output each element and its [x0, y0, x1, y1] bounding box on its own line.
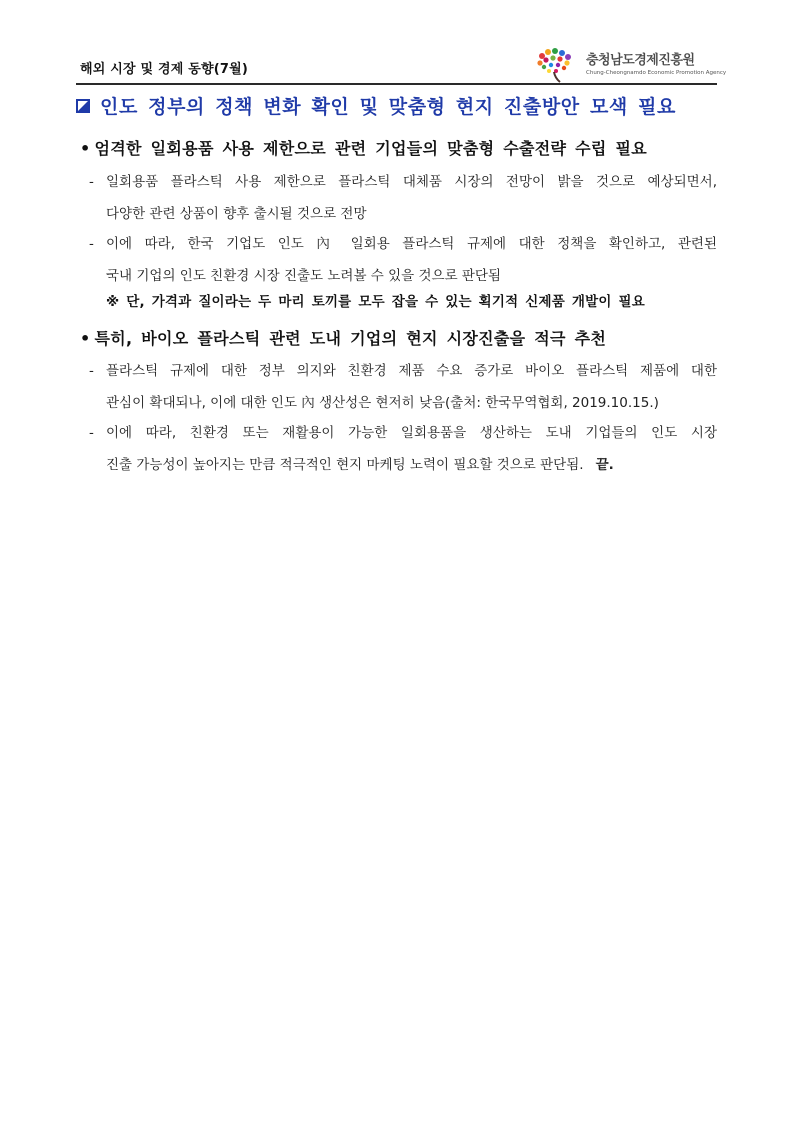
report-series-title: 해외 시장 및 경제 동향(7월) [80, 62, 249, 77]
bullet-icon: • [80, 139, 91, 158]
agency-english-name: Chung-Cheongnamdo Economic Promotion Agency [586, 70, 727, 76]
bullet-icon: • [80, 329, 91, 348]
list-item [89, 228, 717, 292]
section-heading-2 [80, 326, 606, 349]
document-title: 인도 정부의 정책 변화 확인 및 맞춤형 현지 진출방안 모색 필요 [100, 96, 676, 118]
list-item [89, 417, 717, 481]
end-mark: 끝. [595, 457, 614, 473]
section-heading-text: 엄격한 일회용품 사용 제한으로 관련 기업들의 맞춤형 수출전략 수립 필요 [94, 139, 648, 158]
item-line: 이에 따라, 친환경 또는 재활용이 가능한 일회용품을 생산하는 도내 기업들의 인도 시장 [106, 425, 717, 441]
agency-name: 충청남도경제진흥원 [586, 53, 695, 68]
header-divider [76, 83, 717, 85]
dash-icon: - [89, 363, 94, 379]
flower-logo-icon [534, 46, 582, 84]
item-line-text: 진출 가능성이 높아지는 만큼 적극적인 현지 마케팅 노력이 필요할 것으로 판단됨. [106, 457, 584, 473]
note-text: ※ 단, 가격과 질이라는 두 마리 토끼를 모두 잡을 수 있는 획기적 신제품 개발이 필요 [106, 294, 645, 310]
document-title-row [76, 92, 676, 119]
item-line: 일회용품 플라스틱 사용 제한으로 플라스틱 대체품 시장의 전망이 밝을 것으로 예상되면서, [106, 174, 717, 190]
item-line: 국내 기업의 인도 친환경 시장 진출도 노려볼 수 있을 것으로 판단됨 [106, 268, 502, 284]
dash-icon: - [89, 174, 94, 190]
item-line: 다양한 관련 상품이 향후 출시될 것으로 전망 [106, 206, 367, 222]
agency-logo [534, 46, 727, 84]
section-heading-text: 특히, 바이오 플라스틱 관련 도내 기업의 현지 시장진출을 적극 추천 [94, 329, 607, 348]
dash-icon: - [89, 425, 94, 441]
item-line: 플라스틱 규제에 대한 정부 의지와 친환경 제품 수요 증가로 바이오 플라스틱 제품에 대한 [106, 363, 717, 379]
list-item [89, 166, 717, 230]
list-item [89, 355, 717, 419]
section-heading-1 [80, 136, 647, 159]
item-line: 이에 따라, 한국 기업도 인도 內 일회용 플라스틱 규제에 대한 정책을 확인하고, 관련된 [106, 236, 717, 252]
dash-icon: - [89, 236, 94, 252]
title-square-marker-icon [76, 99, 90, 113]
item-line: 관심이 확대되나, 이에 대한 인도 內 생산성은 현저히 낮음(출처: 한국무역협회, 2019.10.15.) [106, 395, 659, 411]
item-line [106, 449, 717, 481]
